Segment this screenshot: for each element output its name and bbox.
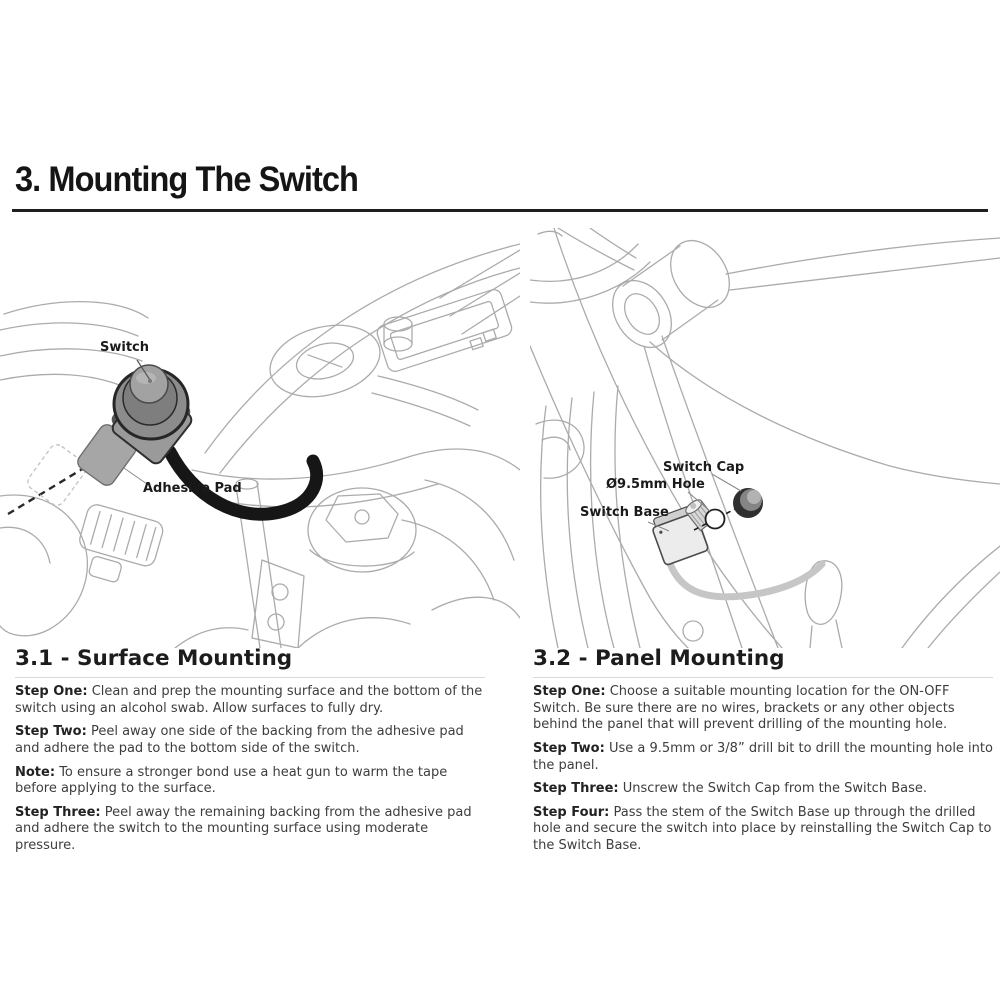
step-paragraph — [15, 684, 485, 717]
step-label: Step One: — [15, 684, 88, 699]
step-label: Note: — [15, 764, 56, 780]
step-paragraph — [533, 805, 993, 855]
step-text: Clean and prep the mounting surface and the bottom of the switch using an alcohol swab. Allow surfaces to fully dry. — [15, 684, 483, 716]
step-paragraph — [533, 741, 993, 774]
adhesive-pad-label: Adhesive Pad — [143, 481, 242, 496]
step-paragraph — [15, 805, 485, 855]
panel-mounting-diagram — [530, 228, 1000, 648]
step-paragraph — [15, 724, 485, 757]
section-heading-panel: 3.2 - Panel Mounting — [533, 646, 993, 678]
switch-cap-shape — [733, 488, 763, 518]
step-label: Step Three: — [533, 781, 619, 797]
section-panel-mounting — [533, 646, 993, 862]
step-label: Step Two: — [15, 724, 87, 740]
step-text: Peel away the remaining backing from the adhesive pad and adhere the switch to the mounting surface using moderate pressure. — [15, 804, 472, 853]
step-paragraph — [533, 781, 993, 798]
step-label: Step Three: — [15, 804, 101, 820]
switch-base-cable — [668, 558, 822, 597]
switch-base-label: Switch Base — [580, 505, 669, 520]
hole-label: Ø9.5mm Hole — [606, 477, 705, 492]
step-label: Step Four: — [533, 804, 610, 820]
step-text: Unscrew the Switch Cap from the Switch Base. — [622, 781, 927, 797]
surface-mounting-diagram — [0, 228, 520, 648]
figure-surface-mounting — [0, 228, 520, 648]
step-text: Peel away one side of the backing from the adhesive pad and adhere the pad to the bottom side of the switch. — [15, 724, 464, 756]
switch-label: Switch — [100, 340, 150, 355]
figure-panel-mounting — [530, 228, 1000, 648]
step-paragraph — [533, 684, 993, 734]
page-title: 3. Mounting The Switch — [15, 160, 358, 199]
switch-cap-label: Switch Cap — [663, 460, 745, 475]
step-text: To ensure a stronger bond use a heat gun to warm the tape before applying to the surface. — [15, 764, 448, 797]
step-text: Pass the stem of the Switch Base up through the drilled hole and secure the switch into place by reinstalling the Switch Cap to the Switch Base. — [533, 804, 992, 853]
step-label: Step One: — [533, 684, 606, 699]
section-heading-surface: 3.1 - Surface Mounting — [15, 646, 485, 678]
title-rule — [12, 209, 988, 212]
step-paragraph — [15, 765, 485, 798]
drill-hole-shape — [706, 510, 725, 529]
section-surface-mounting — [15, 646, 485, 862]
step-text: Choose a suitable mounting location for the ON-OFF Switch. Be sure there are no wires, brackets or any other objects behind the panel that will prevent drilling of the mounting hole. — [533, 684, 955, 733]
step-label: Step Two: — [533, 740, 605, 756]
step-text: Use a 9.5mm or 3/8” drill bit to drill the mounting hole into the panel. — [533, 740, 993, 773]
